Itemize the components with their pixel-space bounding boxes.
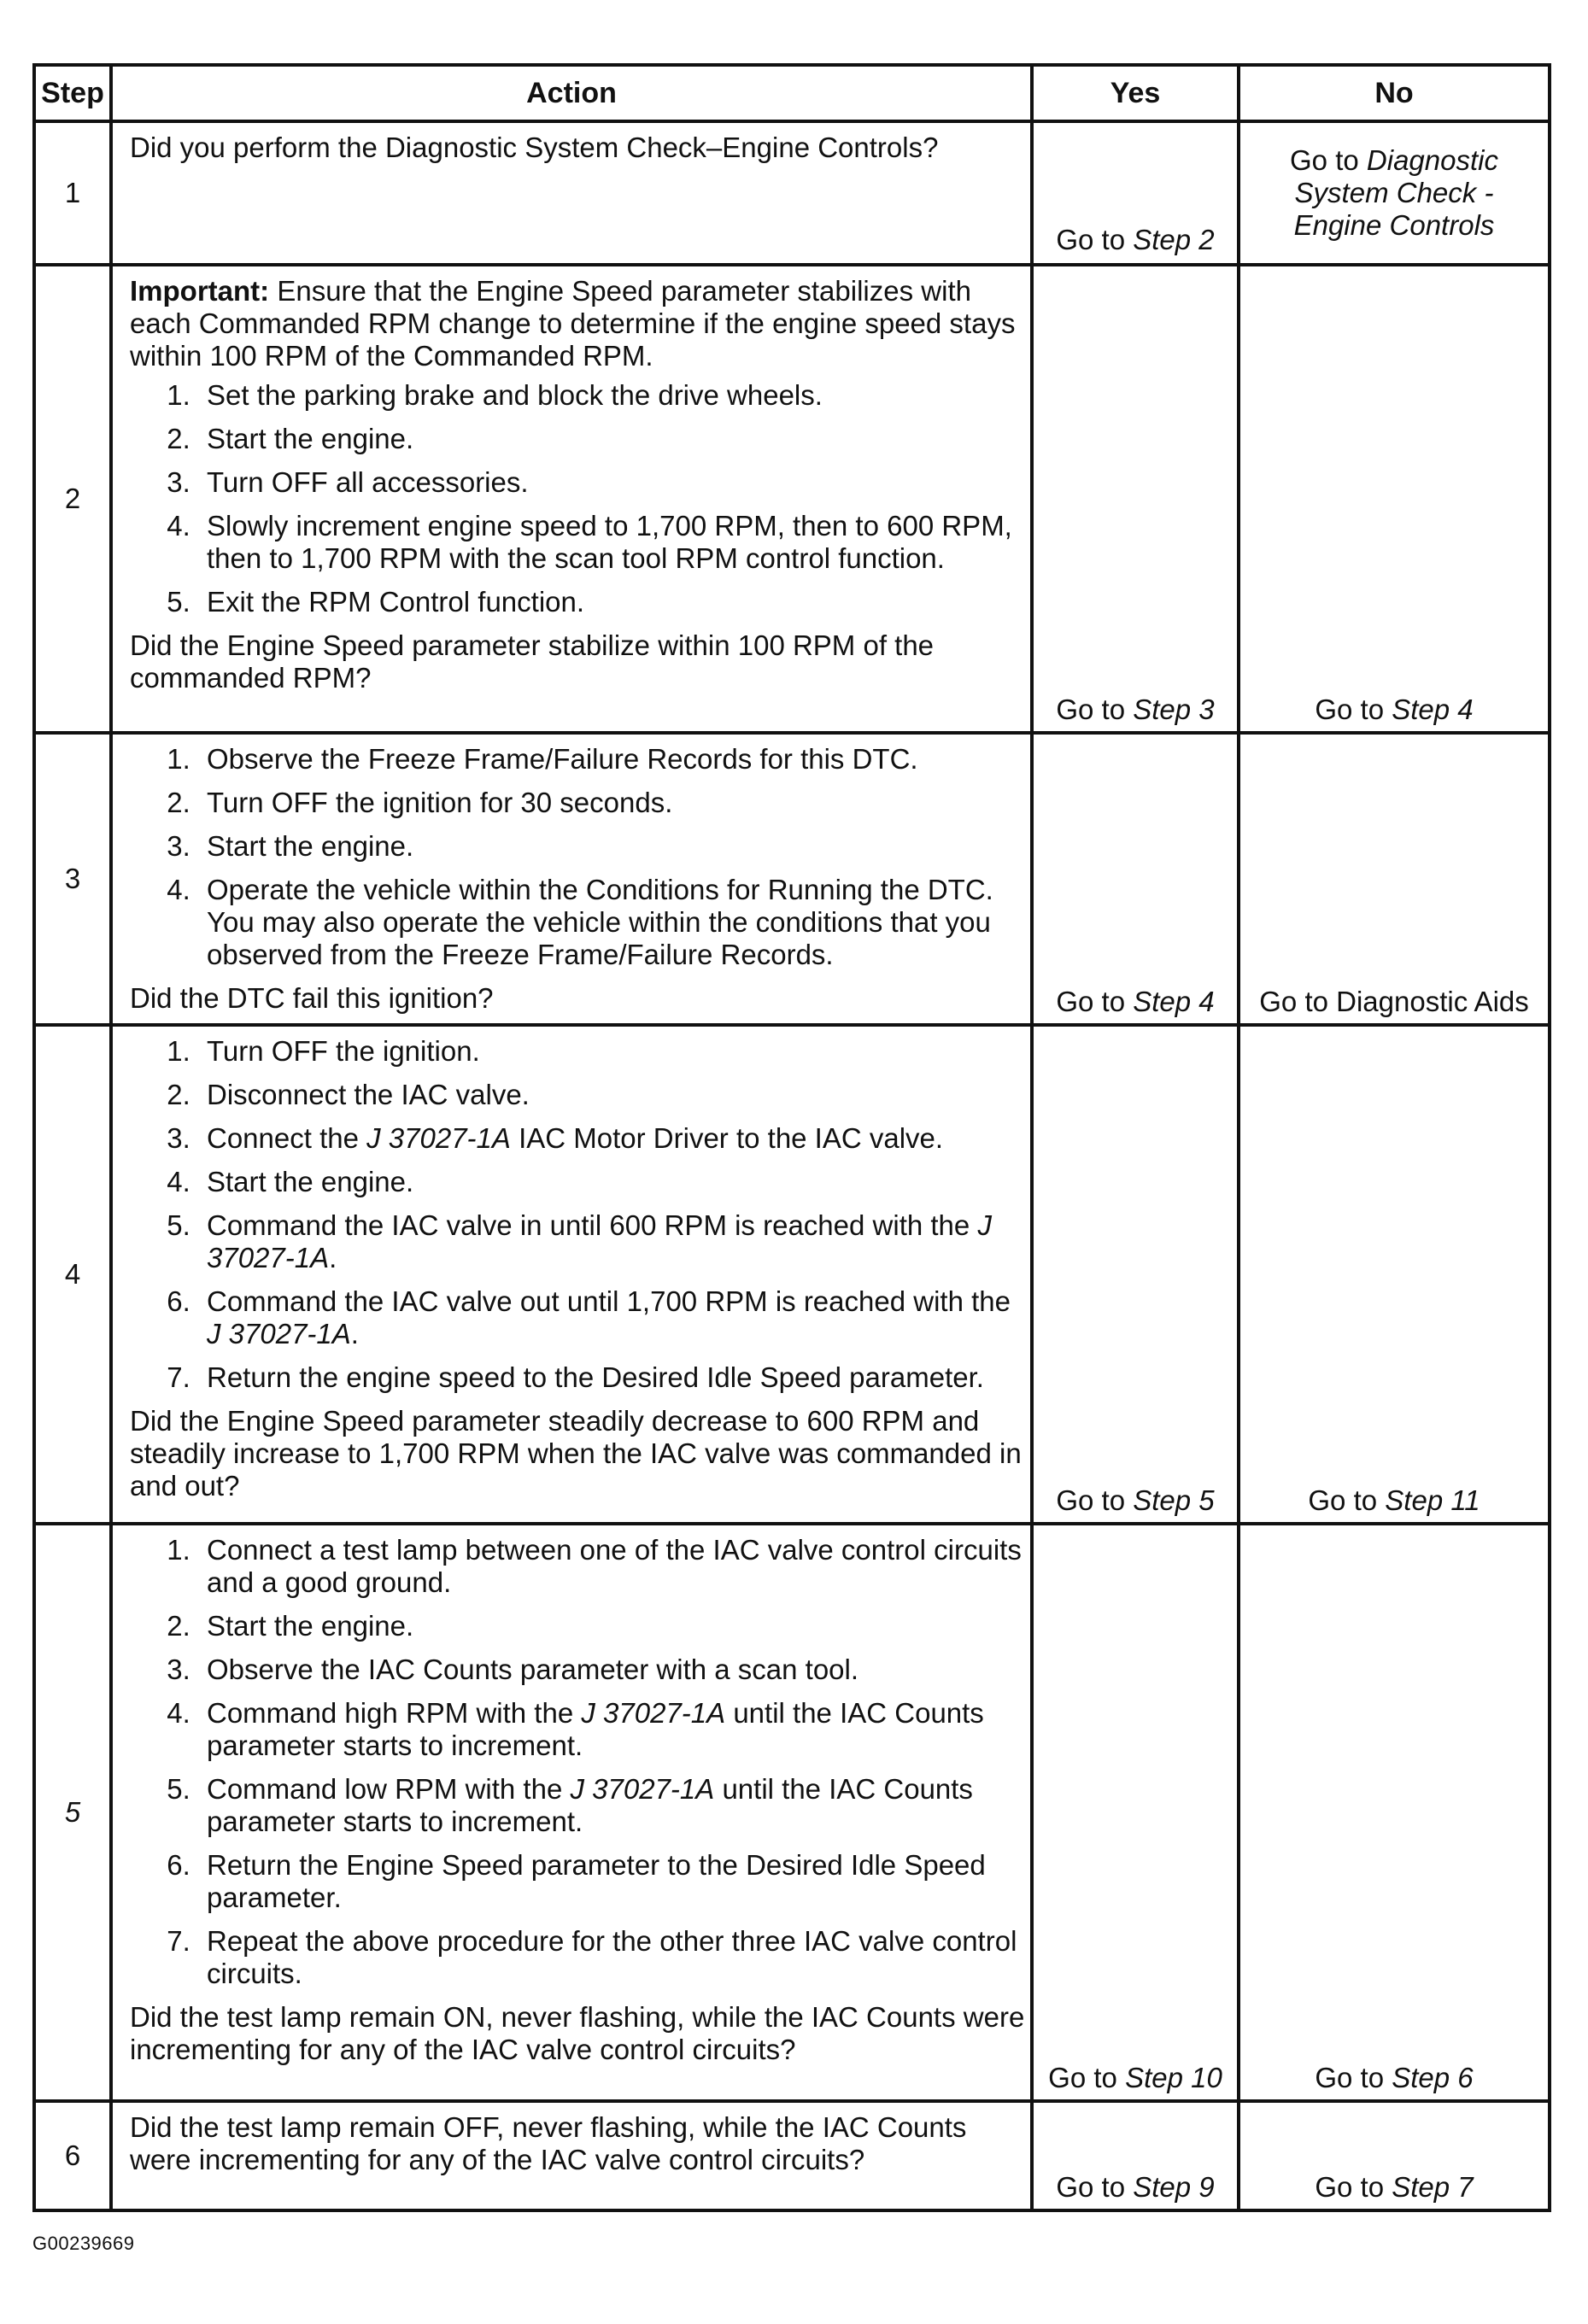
action-cell bbox=[111, 2101, 1032, 2210]
no-prefix: Go to bbox=[1315, 2062, 1392, 2093]
list-item bbox=[198, 1285, 1025, 1350]
list-item: 4. Start the engine. bbox=[198, 1166, 1025, 1198]
list-item bbox=[198, 1209, 1025, 1274]
step-text: . bbox=[329, 1242, 337, 1273]
list-item bbox=[198, 1122, 1025, 1155]
tool-name: J 37027-1A bbox=[366, 1122, 511, 1154]
table-row bbox=[34, 1524, 1550, 2101]
question-text: Did the test lamp remain OFF, never flashing, while the IAC Counts were incrementing for any of the IAC valve control circuits? bbox=[130, 2111, 967, 2175]
header-no: No bbox=[1239, 65, 1550, 121]
no-cell bbox=[1239, 121, 1550, 265]
question-text: Did the test lamp remain ON, never flashing, while the IAC Counts were incrementing for any of the IAC valve control circuits? bbox=[130, 2001, 1025, 2065]
tool-name: J 37027-1A bbox=[207, 1209, 992, 1273]
procedure-list bbox=[130, 379, 1025, 618]
figure-id: G00239669 bbox=[32, 2233, 135, 2254]
step-number: 6 bbox=[34, 2101, 111, 2210]
header-action: Action bbox=[111, 65, 1032, 121]
step-text: IAC Motor Driver to the IAC valve. bbox=[510, 1122, 944, 1154]
list-item: 4. Slowly increment engine speed to 1,700 RPM, then to 600 RPM, then to 1,700 RPM with the scan tool RPM control function. bbox=[198, 510, 1025, 575]
yes-prefix: Go to bbox=[1056, 986, 1134, 1017]
yes-cell bbox=[1032, 121, 1239, 265]
tool-name: J 37027-1A bbox=[207, 1318, 351, 1349]
step-text: Command the IAC valve out until 1,700 RPM is reached with the bbox=[207, 1285, 1011, 1317]
yes-target: Step 4 bbox=[1133, 986, 1215, 1017]
action-cell bbox=[111, 121, 1032, 265]
procedure-list bbox=[130, 1035, 1025, 1394]
step-number: 1 bbox=[34, 121, 111, 265]
question-text: Did the Engine Speed parameter stabilize within 100 RPM of the commanded RPM? bbox=[130, 629, 935, 694]
tool-name: J 37027-1A bbox=[570, 1773, 715, 1805]
step-text: Command low RPM with the bbox=[207, 1773, 571, 1805]
header-step: Step bbox=[34, 65, 111, 121]
important-label: Important: bbox=[130, 275, 270, 307]
yes-cell bbox=[1032, 265, 1239, 733]
step-text: . bbox=[350, 1318, 359, 1349]
no-text: Go to Diagnostic Aids bbox=[1259, 986, 1529, 1017]
yes-target: Step 9 bbox=[1133, 2171, 1215, 2203]
no-target: Step 4 bbox=[1392, 694, 1474, 725]
no-target: Step 11 bbox=[1385, 1484, 1480, 1516]
step-text: Command the IAC valve in until 600 RPM is reached with the bbox=[207, 1209, 978, 1241]
step-text: until the IAC Counts parameter starts to increment. bbox=[207, 1773, 973, 1837]
important-note bbox=[130, 275, 1025, 372]
list-item: 3. Start the engine. bbox=[198, 830, 1025, 863]
question-text: Did the DTC fail this ignition? bbox=[130, 982, 494, 1014]
no-cell bbox=[1239, 1025, 1550, 1524]
yes-prefix: Go to bbox=[1056, 2171, 1134, 2203]
no-cell bbox=[1239, 1524, 1550, 2101]
step-number: 2 bbox=[34, 265, 111, 733]
step-text: until the IAC Counts parameter starts to increment. bbox=[207, 1697, 984, 1761]
list-item: 6. Return the Engine Speed parameter to the Desired Idle Speed parameter. bbox=[198, 1849, 1025, 1914]
table-row bbox=[34, 1025, 1550, 1524]
yes-cell bbox=[1032, 733, 1239, 1025]
no-cell bbox=[1239, 733, 1550, 1025]
list-item: 3. Turn OFF all accessories. bbox=[198, 466, 1025, 499]
yes-prefix: Go to bbox=[1056, 224, 1134, 255]
no-target: Step 7 bbox=[1392, 2171, 1474, 2203]
step-text: Connect the bbox=[207, 1122, 367, 1154]
diagnostic-table bbox=[32, 63, 1551, 2212]
procedure-list bbox=[130, 743, 1025, 971]
no-cell bbox=[1239, 2101, 1550, 2210]
no-prefix: Go to bbox=[1315, 2171, 1392, 2203]
list-item: 2. Start the engine. bbox=[198, 423, 1025, 455]
step-number: 5 bbox=[34, 1524, 111, 2101]
no-prefix: Go to bbox=[1290, 144, 1367, 176]
tool-name: J 37027-1A bbox=[581, 1697, 726, 1729]
list-item: 5. Exit the RPM Control function. bbox=[198, 586, 1025, 618]
yes-prefix: Go to bbox=[1056, 694, 1134, 725]
list-item: 1. Set the parking brake and block the drive wheels. bbox=[198, 379, 1025, 412]
table-row bbox=[34, 2101, 1550, 2210]
list-item: 1. Observe the Freeze Frame/Failure Records for this DTC. bbox=[198, 743, 1025, 776]
important-text: Ensure that the Engine Speed parameter stabilizes with each Commanded RPM change to determine if the engine speed stays within 100 RPM of the Commanded RPM. bbox=[130, 275, 1016, 372]
list-item: 7. Repeat the above procedure for the other three IAC valve control circuits. bbox=[198, 1925, 1025, 1990]
table-row bbox=[34, 733, 1550, 1025]
procedure-list bbox=[130, 1534, 1025, 1990]
header-yes: Yes bbox=[1032, 65, 1239, 121]
yes-prefix: Go to bbox=[1056, 1484, 1134, 1516]
list-item: 1. Turn OFF the ignition. bbox=[198, 1035, 1025, 1068]
table-header-row bbox=[34, 65, 1550, 121]
list-item: 2. Disconnect the IAC valve. bbox=[198, 1079, 1025, 1111]
no-prefix: Go to bbox=[1308, 1484, 1386, 1516]
no-target: Step 6 bbox=[1392, 2062, 1474, 2093]
action-cell bbox=[111, 733, 1032, 1025]
action-cell bbox=[111, 265, 1032, 733]
yes-cell bbox=[1032, 1524, 1239, 2101]
no-cell bbox=[1239, 265, 1550, 733]
yes-target: Step 10 bbox=[1125, 2062, 1222, 2093]
step-number: 4 bbox=[34, 1025, 111, 1524]
yes-cell bbox=[1032, 2101, 1239, 2210]
list-item bbox=[198, 1697, 1025, 1762]
action-cell bbox=[111, 1025, 1032, 1524]
list-item: 7. Return the engine speed to the Desired Idle Speed parameter. bbox=[198, 1361, 1025, 1394]
question-text: Did you perform the Diagnostic System Check–Engine Controls? bbox=[130, 132, 939, 163]
list-item: 4. Operate the vehicle within the Conditions for Running the DTC. You may also operate the vehicle within the conditions that you observed from the Freeze Frame/Failure Records. bbox=[198, 874, 1025, 971]
no-prefix: Go to bbox=[1315, 694, 1392, 725]
step-text: Command high RPM with the bbox=[207, 1697, 582, 1729]
list-item: 2. Start the engine. bbox=[198, 1610, 1025, 1642]
yes-prefix: Go to bbox=[1048, 2062, 1126, 2093]
table-row bbox=[34, 121, 1550, 265]
no-target: Diagnostic System Check - Engine Controls bbox=[1293, 144, 1498, 241]
yes-target: Step 2 bbox=[1133, 224, 1215, 255]
list-item: 1. Connect a test lamp between one of the IAC valve control circuits and a good ground. bbox=[198, 1534, 1025, 1599]
list-item: 2. Turn OFF the ignition for 30 seconds. bbox=[198, 787, 1025, 819]
step-number: 3 bbox=[34, 733, 111, 1025]
question-text: Did the Engine Speed parameter steadily decrease to 600 RPM and steadily increase to 1,700 RPM when the IAC valve was commanded in and out? bbox=[130, 1405, 1022, 1502]
yes-cell bbox=[1032, 1025, 1239, 1524]
yes-target: Step 5 bbox=[1133, 1484, 1215, 1516]
list-item: 3. Observe the IAC Counts parameter with a scan tool. bbox=[198, 1654, 1025, 1686]
action-cell bbox=[111, 1524, 1032, 2101]
yes-target: Step 3 bbox=[1133, 694, 1215, 725]
list-item bbox=[198, 1773, 1025, 1838]
table-row bbox=[34, 265, 1550, 733]
